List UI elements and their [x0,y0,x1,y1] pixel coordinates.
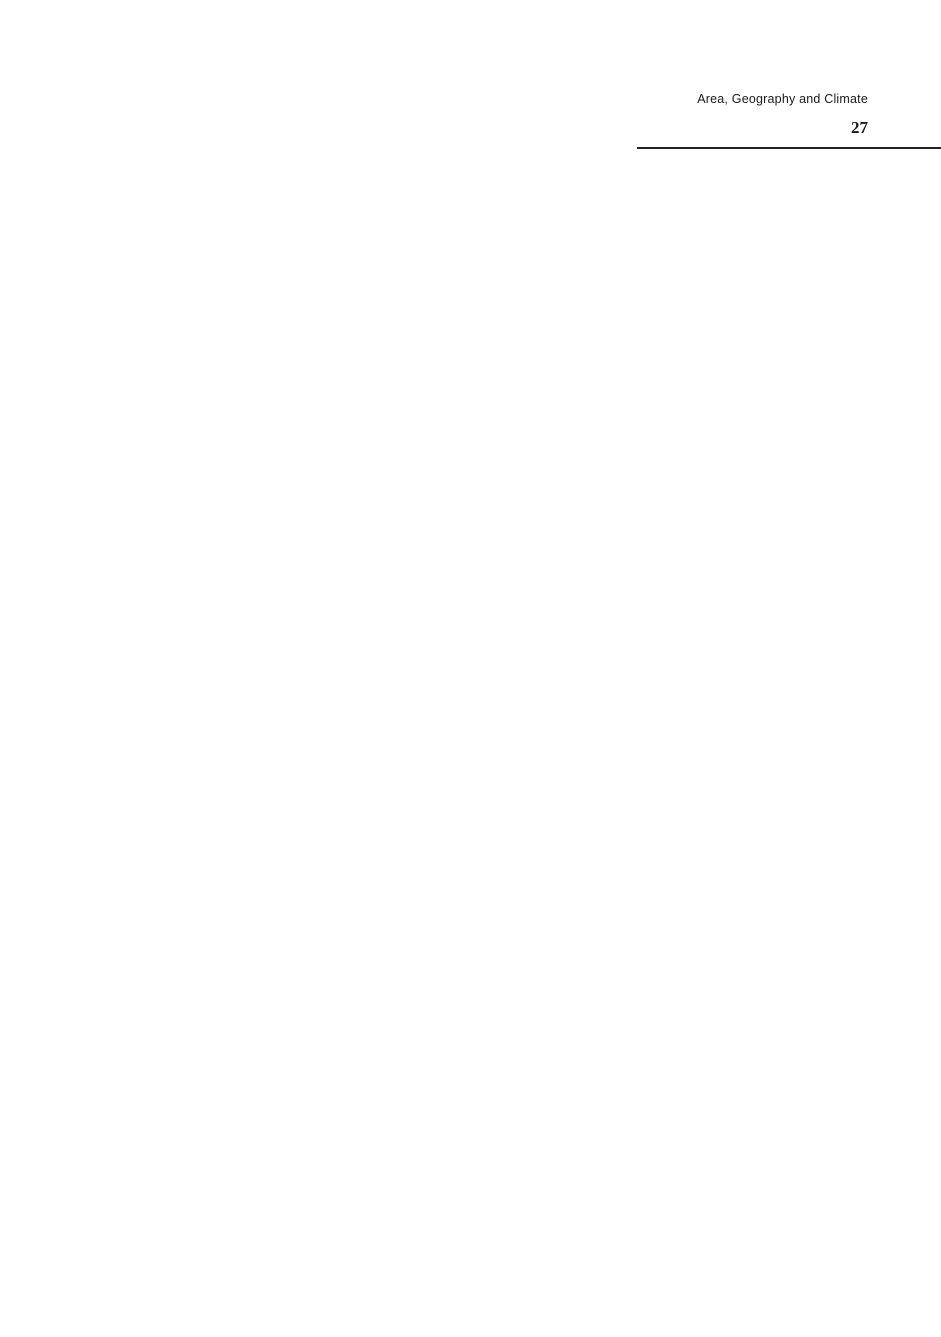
gage-table [637,0,941,149]
running-title: Area, Geography and Climate [697,92,868,106]
table-top-rule [637,148,941,150]
page-number: 27 [851,118,868,137]
